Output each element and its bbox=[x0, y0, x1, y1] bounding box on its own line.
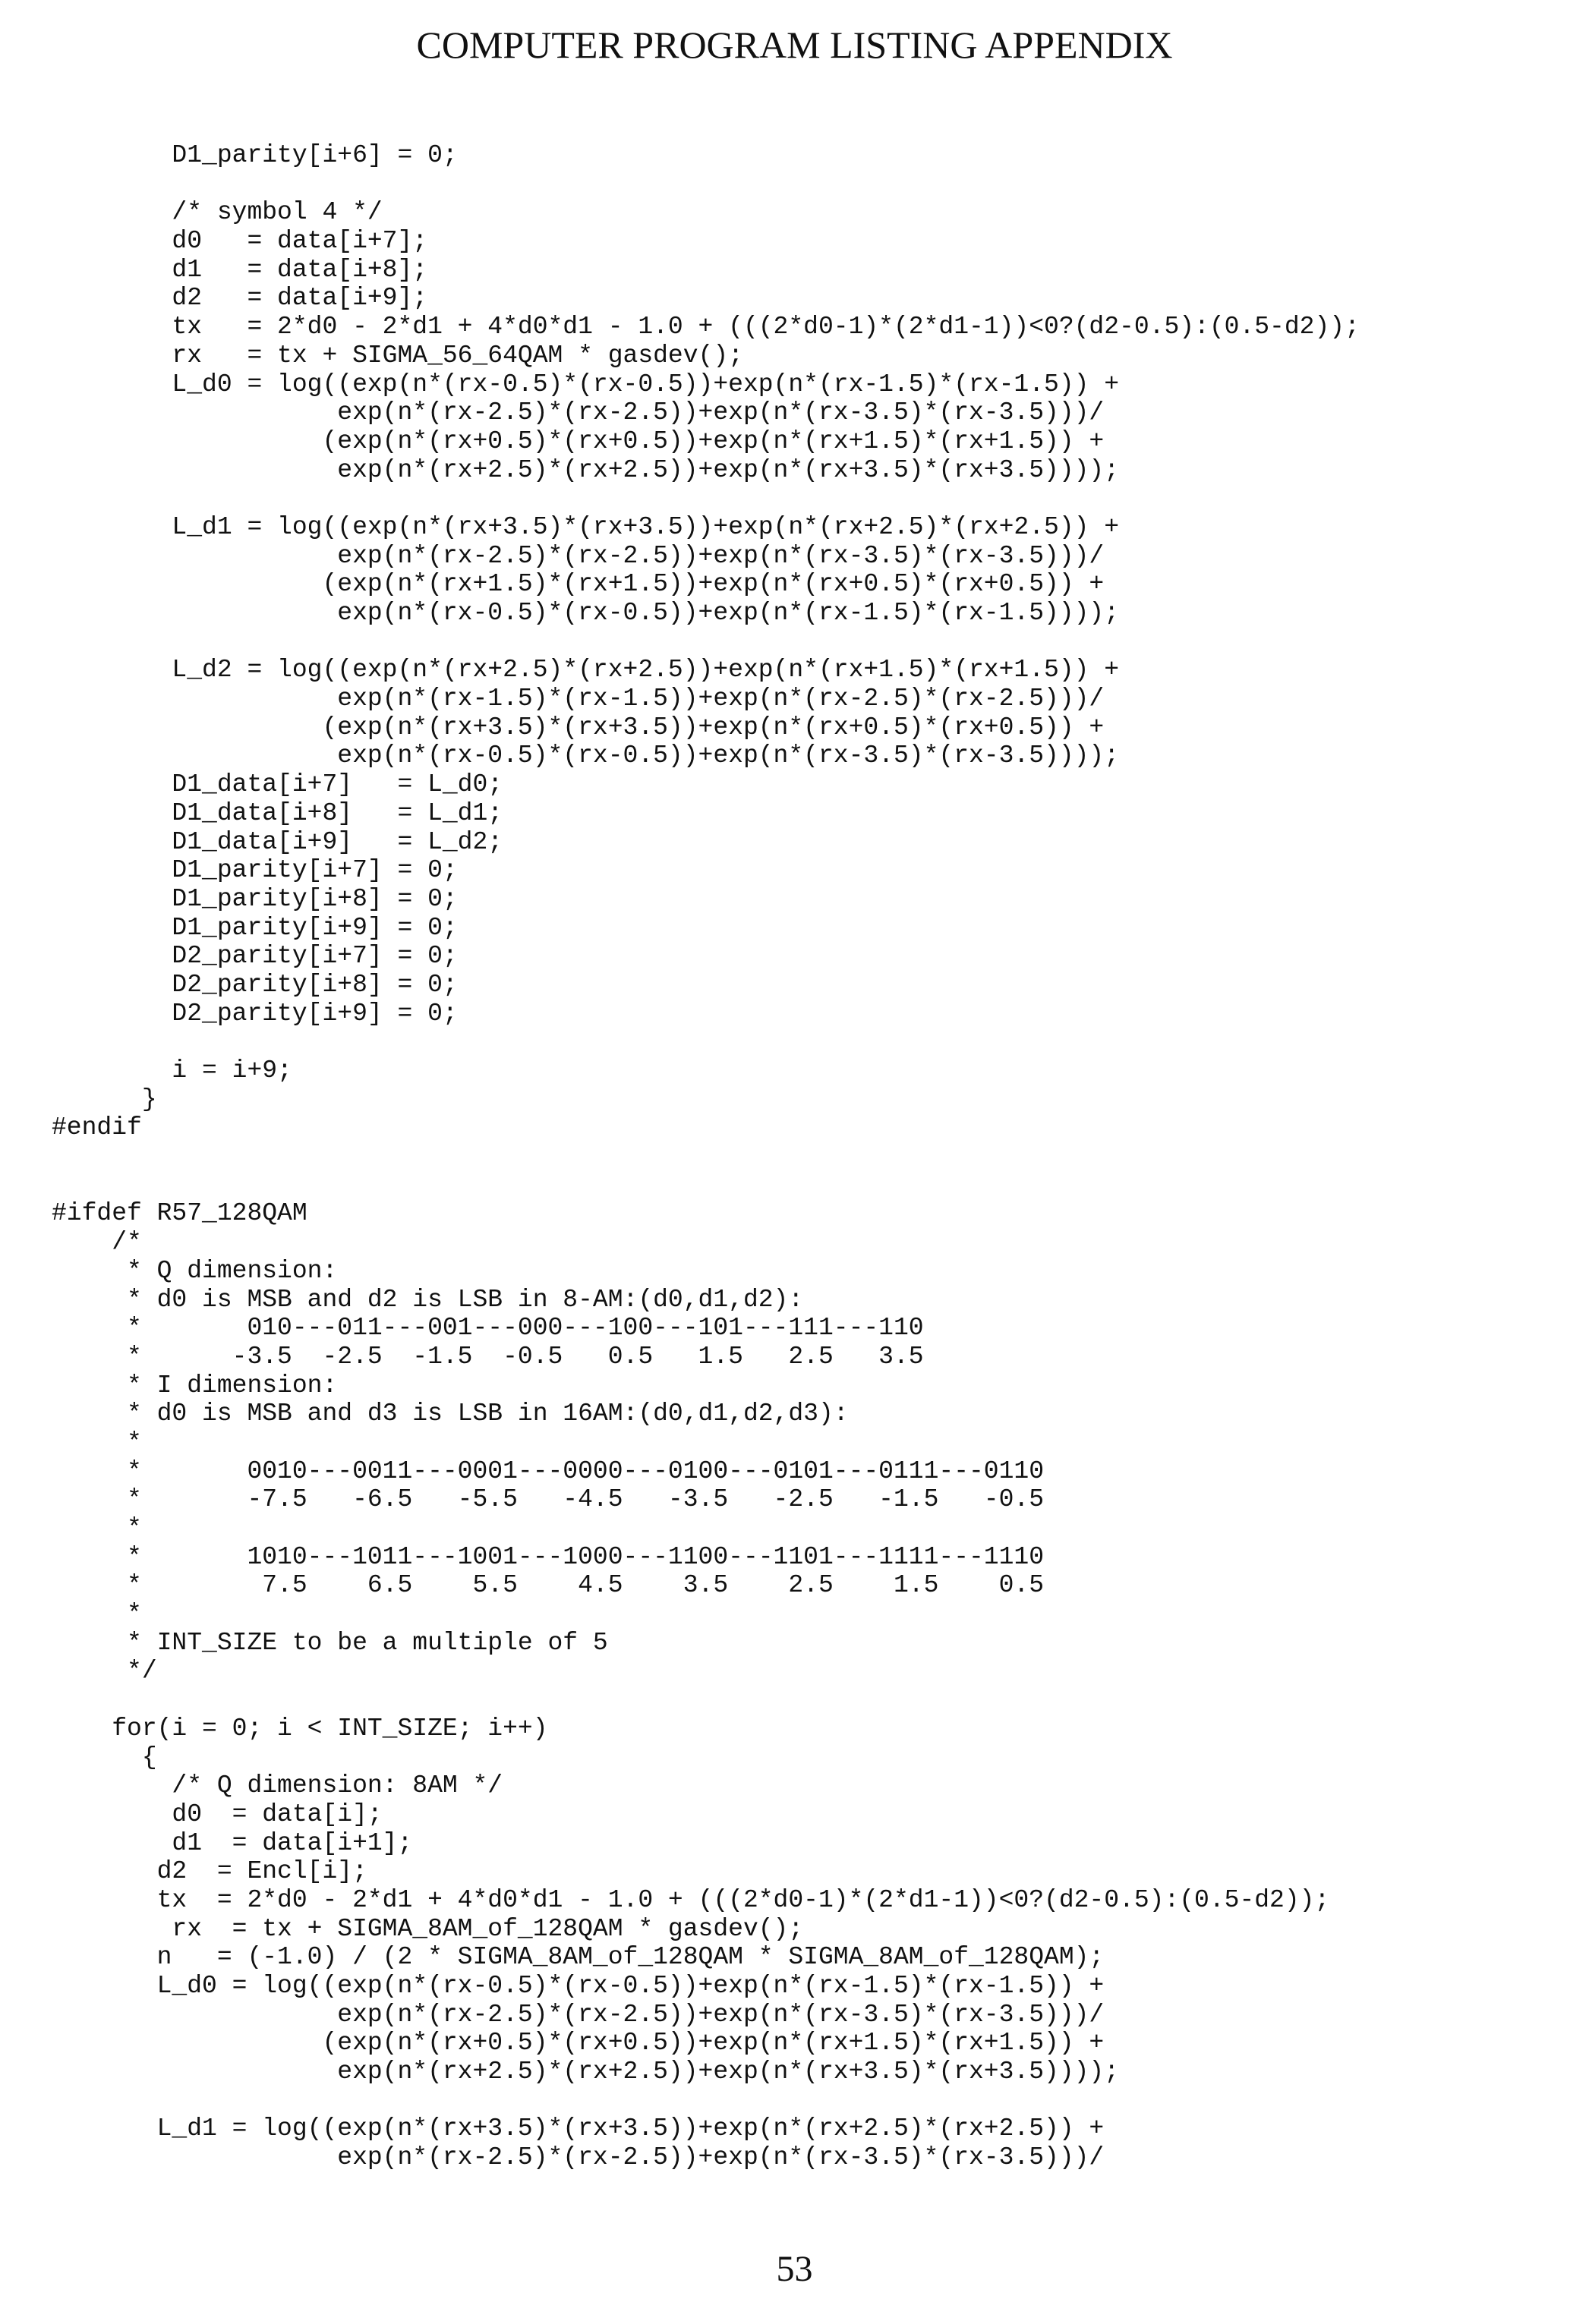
code-line: { bbox=[52, 1743, 1360, 1772]
code-line: (exp(n*(rx+3.5)*(rx+3.5))+exp(n*(rx+0.5)*(rx+0.5)) + bbox=[52, 713, 1360, 742]
code-line: exp(n*(rx-2.5)*(rx-2.5))+exp(n*(rx-3.5)*(rx-3.5)))/ bbox=[52, 398, 1360, 427]
code-line: exp(n*(rx-2.5)*(rx-2.5))+exp(n*(rx-3.5)*(rx-3.5)))/ bbox=[52, 2143, 1360, 2172]
code-line: exp(n*(rx-2.5)*(rx-2.5))+exp(n*(rx-3.5)*(rx-3.5)))/ bbox=[52, 542, 1360, 571]
code-line: tx = 2*d0 - 2*d1 + 4*d0*d1 - 1.0 + (((2*d0-1)*(2*d1-1))<0?(d2-0.5):(0.5-d2)); bbox=[52, 313, 1360, 342]
code-line: d2 = data[i+9]; bbox=[52, 284, 1360, 313]
code-line: D2_parity[i+8] = 0; bbox=[52, 971, 1360, 1000]
code-line: * -7.5 -6.5 -5.5 -4.5 -3.5 -2.5 -1.5 -0.5 bbox=[52, 1485, 1360, 1514]
code-line: exp(n*(rx-0.5)*(rx-0.5))+exp(n*(rx-3.5)*(rx-3.5)))); bbox=[52, 742, 1360, 770]
code-line: rx = tx + SIGMA_8AM_of_128QAM * gasdev(); bbox=[52, 1915, 1360, 1944]
code-line: D1_data[i+7] = L_d0; bbox=[52, 770, 1360, 799]
code-line: #ifdef R57_128QAM bbox=[52, 1199, 1360, 1228]
code-line bbox=[52, 170, 1360, 199]
code-line: * -3.5 -2.5 -1.5 -0.5 0.5 1.5 2.5 3.5 bbox=[52, 1343, 1360, 1371]
code-line: * 7.5 6.5 5.5 4.5 3.5 2.5 1.5 0.5 bbox=[52, 1571, 1360, 1600]
code-line: * 1010---1011---1001---1000---1100---1101---1111---1110 bbox=[52, 1543, 1360, 1572]
code-line: exp(n*(rx-0.5)*(rx-0.5))+exp(n*(rx-1.5)*(rx-1.5)))); bbox=[52, 599, 1360, 628]
code-line: * d0 is MSB and d2 is LSB in 8-AM:(d0,d1,d2): bbox=[52, 1286, 1360, 1315]
code-line: D1_data[i+9] = L_d2; bbox=[52, 828, 1360, 857]
code-line: exp(n*(rx+2.5)*(rx+2.5))+exp(n*(rx+3.5)*(rx+3.5)))); bbox=[52, 2058, 1360, 2086]
code-line bbox=[52, 2086, 1360, 2115]
code-line: * 010---011---001---000---100---101---111---110 bbox=[52, 1314, 1360, 1343]
code-line: d1 = data[i+1]; bbox=[52, 1829, 1360, 1858]
code-line: D1_data[i+8] = L_d1; bbox=[52, 799, 1360, 828]
code-line bbox=[52, 1028, 1360, 1057]
code-line: (exp(n*(rx+1.5)*(rx+1.5))+exp(n*(rx+0.5)*(rx+0.5)) + bbox=[52, 570, 1360, 599]
code-line: * Q dimension: bbox=[52, 1257, 1360, 1286]
page-number: 53 bbox=[0, 2248, 1589, 2290]
code-line: exp(n*(rx-1.5)*(rx-1.5))+exp(n*(rx-2.5)*(rx-2.5)))/ bbox=[52, 685, 1360, 713]
code-line: /* Q dimension: 8AM */ bbox=[52, 1771, 1360, 1800]
code-line: tx = 2*d0 - 2*d1 + 4*d0*d1 - 1.0 + (((2*d0-1)*(2*d1-1))<0?(d2-0.5):(0.5-d2)); bbox=[52, 1886, 1360, 1915]
code-line bbox=[52, 1686, 1360, 1715]
code-line: D2_parity[i+7] = 0; bbox=[52, 942, 1360, 971]
code-line bbox=[52, 1142, 1360, 1171]
code-line: D1_parity[i+6] = 0; bbox=[52, 141, 1360, 170]
code-line: d0 = data[i+7]; bbox=[52, 227, 1360, 256]
code-line: for(i = 0; i < INT_SIZE; i++) bbox=[52, 1715, 1360, 1743]
code-line: L_d2 = log((exp(n*(rx+2.5)*(rx+2.5))+exp(n*(rx+1.5)*(rx+1.5)) + bbox=[52, 656, 1360, 685]
code-line: D1_parity[i+9] = 0; bbox=[52, 914, 1360, 943]
code-listing bbox=[52, 141, 1360, 2172]
code-line: * bbox=[52, 1428, 1360, 1457]
code-line: * bbox=[52, 1514, 1360, 1543]
code-line bbox=[52, 628, 1360, 657]
page-title: COMPUTER PROGRAM LISTING APPENDIX bbox=[0, 23, 1589, 67]
code-line: /* bbox=[52, 1228, 1360, 1257]
code-line: i = i+9; bbox=[52, 1057, 1360, 1085]
code-line: (exp(n*(rx+0.5)*(rx+0.5))+exp(n*(rx+1.5)*(rx+1.5)) + bbox=[52, 2029, 1360, 2058]
code-line: /* symbol 4 */ bbox=[52, 198, 1360, 227]
code-line: L_d0 = log((exp(n*(rx-0.5)*(rx-0.5))+exp(n*(rx-1.5)*(rx-1.5)) + bbox=[52, 1972, 1360, 2001]
code-line: L_d1 = log((exp(n*(rx+3.5)*(rx+3.5))+exp(n*(rx+2.5)*(rx+2.5)) + bbox=[52, 2115, 1360, 2143]
code-line bbox=[52, 1171, 1360, 1200]
code-line: L_d0 = log((exp(n*(rx-0.5)*(rx-0.5))+exp(n*(rx-1.5)*(rx-1.5)) + bbox=[52, 370, 1360, 399]
code-line: d0 = data[i]; bbox=[52, 1800, 1360, 1829]
code-line: exp(n*(rx-2.5)*(rx-2.5))+exp(n*(rx-3.5)*(rx-3.5)))/ bbox=[52, 2001, 1360, 2030]
code-line: * 0010---0011---0001---0000---0100---0101---0111---0110 bbox=[52, 1457, 1360, 1486]
code-line: d1 = data[i+8]; bbox=[52, 256, 1360, 285]
code-line: n = (-1.0) / (2 * SIGMA_8AM_of_128QAM * SIGMA_8AM_of_128QAM); bbox=[52, 1943, 1360, 1972]
code-line: d2 = Encl[i]; bbox=[52, 1857, 1360, 1886]
code-line: #endif bbox=[52, 1113, 1360, 1142]
code-line: * INT_SIZE to be a multiple of 5 bbox=[52, 1629, 1360, 1658]
code-line: * bbox=[52, 1600, 1360, 1629]
code-line: * I dimension: bbox=[52, 1371, 1360, 1400]
code-line: L_d1 = log((exp(n*(rx+3.5)*(rx+3.5))+exp(n*(rx+2.5)*(rx+2.5)) + bbox=[52, 513, 1360, 542]
code-line: rx = tx + SIGMA_56_64QAM * gasdev(); bbox=[52, 342, 1360, 370]
code-line: * d0 is MSB and d3 is LSB in 16AM:(d0,d1,d2,d3): bbox=[52, 1400, 1360, 1428]
code-line bbox=[52, 484, 1360, 513]
code-line: D2_parity[i+9] = 0; bbox=[52, 1000, 1360, 1028]
code-line: (exp(n*(rx+0.5)*(rx+0.5))+exp(n*(rx+1.5)*(rx+1.5)) + bbox=[52, 427, 1360, 456]
code-line: D1_parity[i+7] = 0; bbox=[52, 856, 1360, 885]
code-line: } bbox=[52, 1085, 1360, 1114]
code-line: exp(n*(rx+2.5)*(rx+2.5))+exp(n*(rx+3.5)*(rx+3.5)))); bbox=[52, 456, 1360, 485]
code-line: D1_parity[i+8] = 0; bbox=[52, 885, 1360, 914]
code-line: */ bbox=[52, 1657, 1360, 1686]
